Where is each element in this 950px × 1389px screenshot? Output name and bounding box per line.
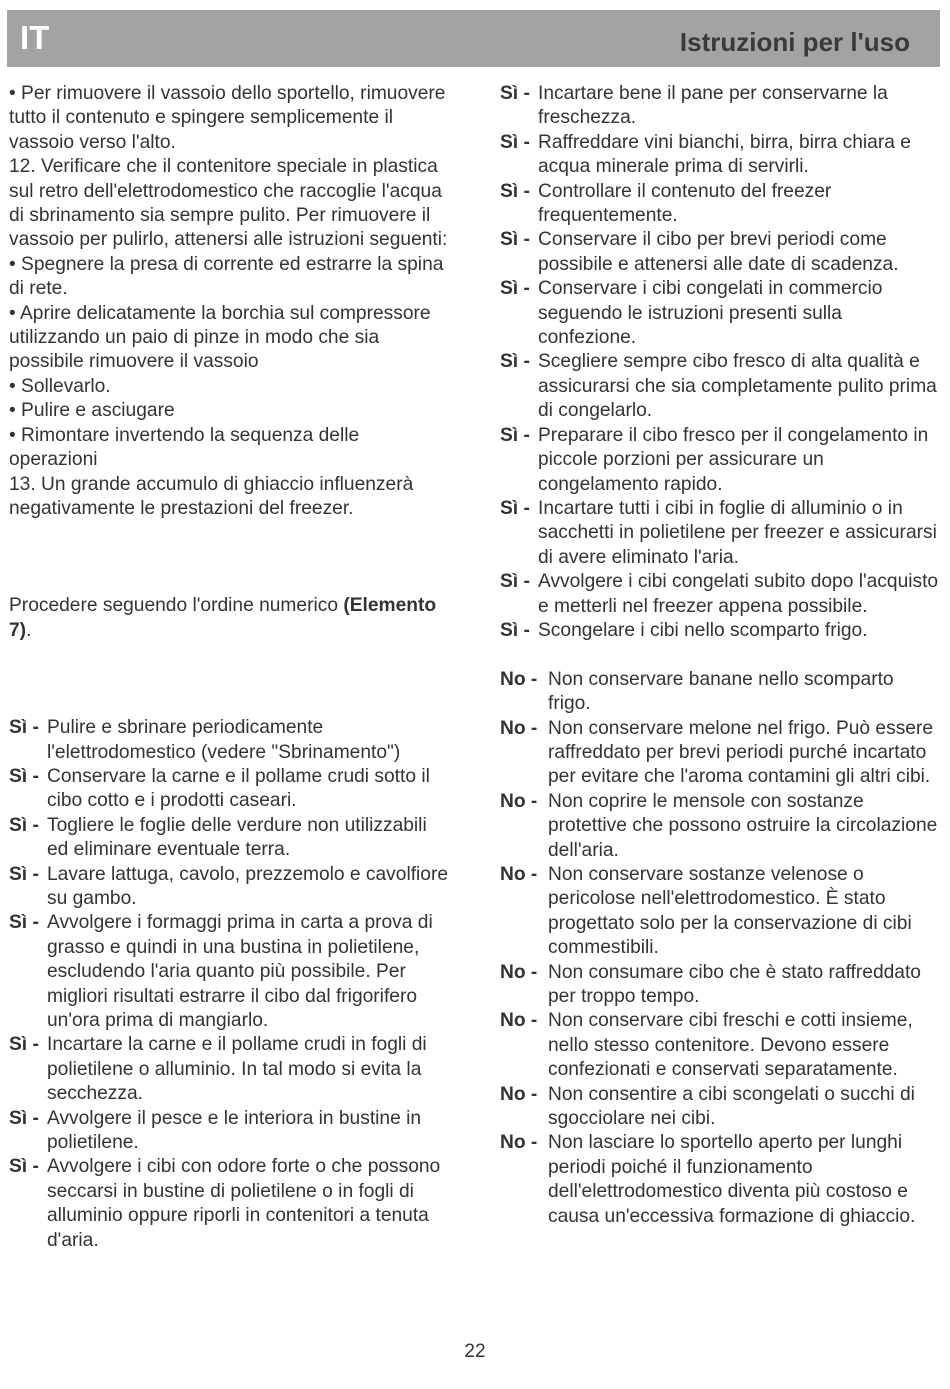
procedure-note: Procedere seguendo l'ordine numerico (Elemento 7).	[9, 595, 437, 641]
dont-item	[500, 717, 940, 790]
dont-item	[500, 1009, 940, 1082]
do-label: Sì -	[500, 229, 530, 251]
do-text: Avvolgere i formaggi prima in carta a prova di grasso e quindi in una bustina in polietilene, escludendo l'aria quanto più possibile. Per migliori risultati estrarre il cibo dal frigorifero un'ora prima di mangiarlo.	[47, 912, 433, 1031]
do-text: Avvolgere i cibi congelati subito dopo l'acquisto e metterli nel freezer appena possibile.	[538, 571, 939, 617]
do-item	[9, 1155, 449, 1253]
dont-text: Non consumare cibo che è stato raffreddato per troppo tempo.	[548, 961, 921, 1008]
do-label: Sì -	[9, 912, 39, 934]
do-item	[500, 82, 940, 131]
dont-text: Non conservare sostanze velenose o pericolose nell'elettrodomestico. È stato progettato solo per la conservazione di cibi commestibili.	[548, 863, 912, 959]
do-text: Scongelare i cibi nello scomparto frigo.	[538, 619, 868, 641]
dont-label: No -	[500, 1132, 538, 1154]
do-item	[500, 277, 940, 350]
do-label: Sì -	[500, 571, 530, 593]
do-label: Sì -	[9, 863, 39, 885]
do-item	[500, 619, 940, 643]
dont-label: No -	[500, 668, 538, 690]
paragraph: • Sollevarlo.	[9, 375, 111, 397]
paragraph: • Pulire e asciugare	[9, 400, 175, 422]
dont-text: Non lasciare lo sportello aperto per lunghi periodi poiché il funzionamento dell'elettrodomestico diventa più costoso e causa un'eccessiva formazione di ghiaccio.	[548, 1132, 916, 1227]
do-text: Avvolgere il pesce e le interiora in bustine in polietilene.	[47, 1107, 422, 1154]
do-item	[9, 863, 449, 912]
language-code: IT	[20, 19, 50, 56]
do-item	[9, 1033, 449, 1106]
dont-label: No -	[500, 863, 538, 885]
do-item	[500, 424, 940, 497]
do-text: Controllare il contenuto del freezer frequentemente.	[538, 180, 832, 227]
paragraph: • Spegnere la presa di corrente ed estrarre la spina di rete.	[9, 253, 444, 300]
do-label: Sì -	[9, 717, 39, 739]
do-text: Pulire e sbrinare periodicamente l'elettrodomestico (vedere "Sbrinamento")	[47, 717, 401, 763]
do-text: Avvolgere i cibi con odore forte o che possono seccarsi in bustine di polietilene o in fogli di alluminio oppure riporli in contenitori a tenuta d'aria.	[47, 1156, 441, 1251]
do-label: Sì -	[500, 619, 530, 641]
do-label: Sì -	[500, 424, 530, 446]
do-label: Sì -	[9, 814, 39, 836]
do-label: Sì -	[9, 1156, 39, 1178]
dont-text: Non conservare melone nel frigo. Può essere raffreddato per brevi periodi purché incartato per evitare che l'aroma contamini gli altri cibi.	[548, 717, 934, 788]
do-text: Preparare il cibo fresco per il congelamento in piccole porzioni per assicurare un congelamento rapido.	[538, 424, 929, 495]
dont-label: No -	[500, 961, 538, 983]
dont-text: Non conservare cibi freschi e cotti insieme, nello stesso contenitore. Devono essere confezionati e conservati separatamente.	[548, 1010, 913, 1081]
dont-text: Non conservare banane nello scomparto frigo.	[548, 668, 894, 715]
do-text: Raffreddare vini bianchi, birra, birra chiara e acqua minerale prima di servirli.	[538, 131, 911, 178]
dont-item	[500, 863, 940, 961]
right-column	[500, 82, 940, 1229]
do-list	[9, 716, 449, 1253]
do-item	[9, 716, 449, 765]
dont-list	[500, 668, 940, 1229]
do-item	[9, 1107, 449, 1156]
do-text: Lavare lattuga, cavolo, prezzemolo e cavolfiore su gambo.	[47, 863, 449, 909]
do-label: Sì -	[500, 131, 530, 153]
do-item	[500, 180, 940, 229]
page-number: 22	[464, 1341, 486, 1362]
do-text: Incartare tutti i cibi in foglie di alluminio o in sacchetti in polietilene per freezer e assicurarsi di avere eliminato l'aria.	[538, 497, 937, 568]
do-text: Scegliere sempre cibo fresco di alta qualità e assicurarsi che sia completamente pulito prima di congelarlo.	[538, 351, 937, 422]
paragraph: 12. Verificare che il contenitore speciale in plastica sul retro dell'elettrodomestico che raccoglie l'acqua di sbrinamento sia sempre pulito. Per rimuovere il vassoio per pulirlo, attenersi alle istruzioni seguenti:	[9, 156, 448, 251]
do-text: Conservare i cibi congelati in commercio seguendo le istruzioni presenti sulla confezione.	[538, 278, 883, 349]
do-label: Sì -	[500, 83, 530, 104]
do-label: Sì -	[500, 497, 530, 519]
do-item	[9, 765, 449, 814]
do-label: Sì -	[500, 180, 530, 202]
do-item	[500, 228, 940, 277]
do-text: Conservare la carne e il pollame crudi sotto il cibo cotto e i prodotti caseari.	[47, 765, 430, 812]
paragraph: • Aprire delicatamente la borchia sul compressore utilizzando un paio di pinze in modo che sia possibile rimuovere il vassoio	[9, 302, 431, 373]
left-column	[9, 82, 449, 1253]
paragraph: • Per rimuovere il vassoio dello sportello, rimuovere tutto il contenuto e spingere semplicemente il vassoio verso l'alto.	[9, 83, 446, 153]
paragraph: 13. Un grande accumulo di ghiaccio influenzerà negativamente le prestazioni del freezer.	[9, 473, 414, 519]
do-item	[9, 814, 449, 863]
dont-label: No -	[500, 717, 538, 739]
dont-item	[500, 790, 940, 863]
dont-item	[500, 1083, 940, 1132]
dont-item	[500, 961, 940, 1010]
do-label: Sì -	[9, 1034, 39, 1056]
dont-text: Non consentire a cibi scongelati o succhi di sgocciolare nei cibi.	[548, 1083, 915, 1130]
do-list	[500, 82, 940, 643]
do-text: Incartare bene il pane per conservarne la freschezza.	[538, 83, 888, 129]
do-item	[500, 350, 940, 423]
element-reference: (Elemento 7)	[9, 595, 437, 641]
dont-item	[500, 1131, 940, 1229]
do-item	[500, 570, 940, 619]
do-label: Sì -	[9, 1107, 39, 1129]
do-item	[500, 497, 940, 570]
dont-item	[500, 668, 940, 717]
dont-text: Non coprire le mensole con sostanze protettive che possono ostruire la circolazione dell'aria.	[548, 790, 938, 861]
do-label: Sì -	[500, 351, 530, 373]
do-text: Incartare la carne e il pollame crudi in fogli di polietilene o alluminio. In tal modo si evita la secchezza.	[47, 1034, 427, 1105]
dont-label: No -	[500, 1010, 538, 1032]
do-item	[500, 131, 940, 180]
do-text: Togliere le foglie delle verdure non utilizzabili ed eliminare eventuale terra.	[47, 814, 427, 861]
page-header	[7, 10, 940, 67]
page-title: Istruzioni per l'uso	[679, 27, 910, 57]
dont-label: No -	[500, 1083, 538, 1105]
do-item	[9, 911, 449, 1033]
dont-label: No -	[500, 790, 538, 812]
do-text: Conservare il cibo per brevi periodi come possibile e attenersi alle date di scadenza.	[538, 229, 899, 275]
paragraph: • Rimontare invertendo la sequenza delle operazioni	[9, 424, 360, 471]
do-label: Sì -	[9, 765, 39, 787]
do-label: Sì -	[500, 278, 530, 300]
